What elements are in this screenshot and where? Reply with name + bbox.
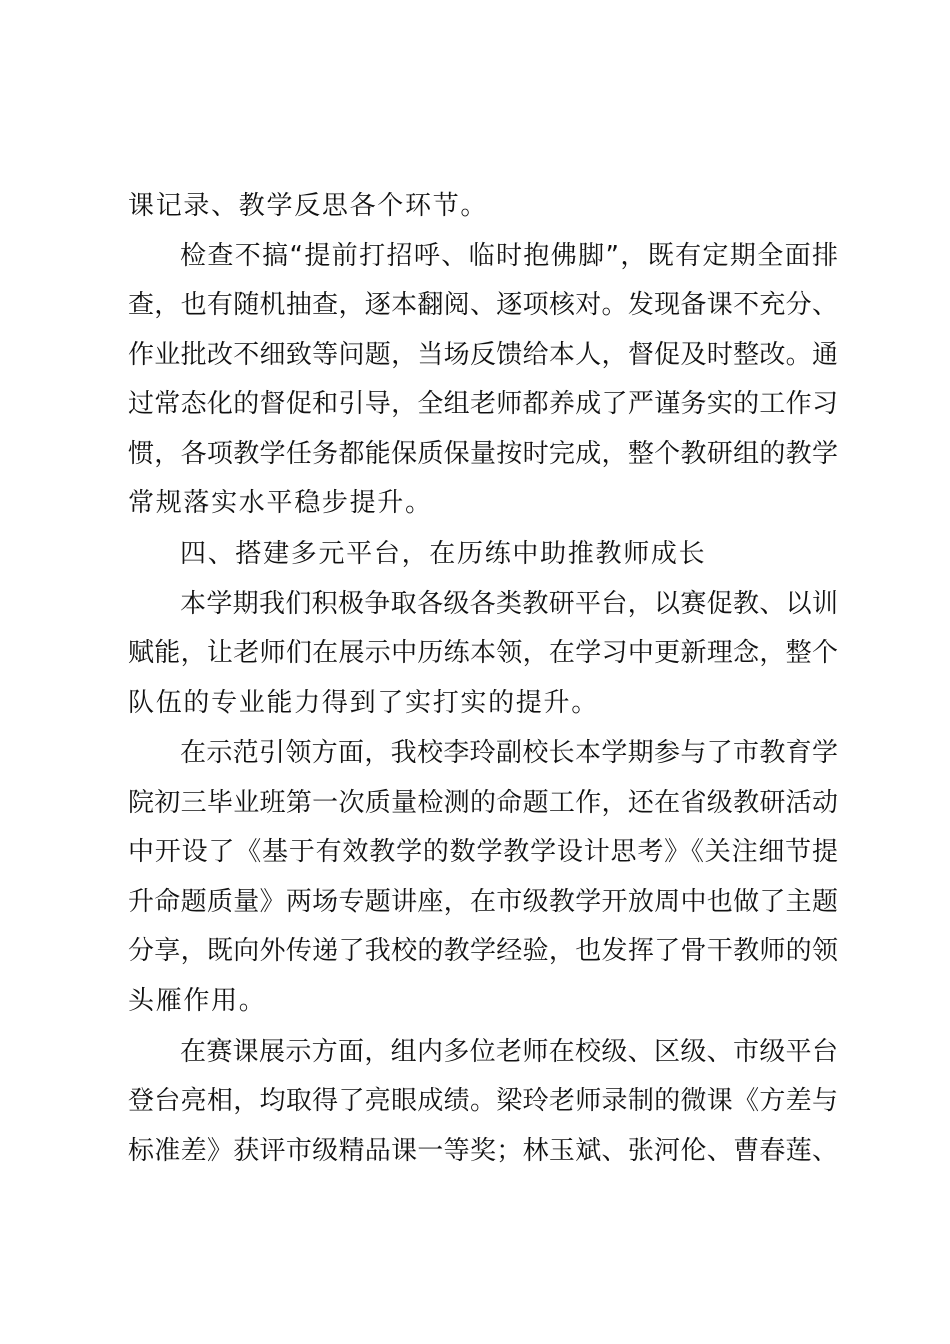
text-line: 中开设了《基于有效教学的数学教学设计思考》《关注细节提	[128, 837, 838, 867]
section-heading: 四、搭建多元平台，在历练中助推教师成长	[180, 539, 707, 569]
text-line: 头雁作用。	[128, 986, 267, 1016]
text-line: 查，也有随机抽查，逐本翻阅、逐项核对。发现备课不充分、	[128, 290, 838, 320]
text-line: 作业批改不细致等问题，当场反馈给本人，督促及时整改。通	[128, 340, 838, 370]
text-line: 在赛课展示方面，组内多位老师在校级、区级、市级平台	[180, 1037, 838, 1067]
text-line: 队伍的专业能力得到了实打实的提升。	[128, 688, 599, 718]
text-line: 标准差》获评市级精品课一等奖；林玉斌、张河伦、曹春莲、	[128, 1136, 838, 1166]
text-line: 课记录、教学反思各个环节。	[128, 191, 489, 221]
text-line: 检查不搞“提前打招呼、临时抱佛脚”，既有定期全面排	[180, 241, 838, 271]
text-line: 登台亮相，均取得了亮眼成绩。梁玲老师录制的微课《方差与	[128, 1086, 838, 1116]
text-line: 分享，既向外传递了我校的教学经验，也发挥了骨干教师的领	[128, 936, 838, 966]
text-line: 升命题质量》两场专题讲座，在市级教学开放周中也做了主题	[128, 887, 838, 917]
text-line: 在示范引领方面，我校李玲副校长本学期参与了市教育学	[180, 738, 838, 768]
text-line: 常规落实水平稳步提升。	[128, 488, 433, 518]
text-line: 本学期我们积极争取各级各类教研平台，以赛促教、以训	[180, 589, 838, 619]
text-line: 过常态化的督促和引导，全组老师都养成了严谨务实的工作习	[128, 389, 838, 419]
text-line: 院初三毕业班第一次质量检测的命题工作，还在省级教研活动	[128, 788, 838, 818]
text-line: 惯，各项教学任务都能保质保量按时完成，整个教研组的教学	[128, 439, 838, 469]
text-line: 赋能，让老师们在展示中历练本领，在学习中更新理念，整个	[128, 638, 838, 668]
